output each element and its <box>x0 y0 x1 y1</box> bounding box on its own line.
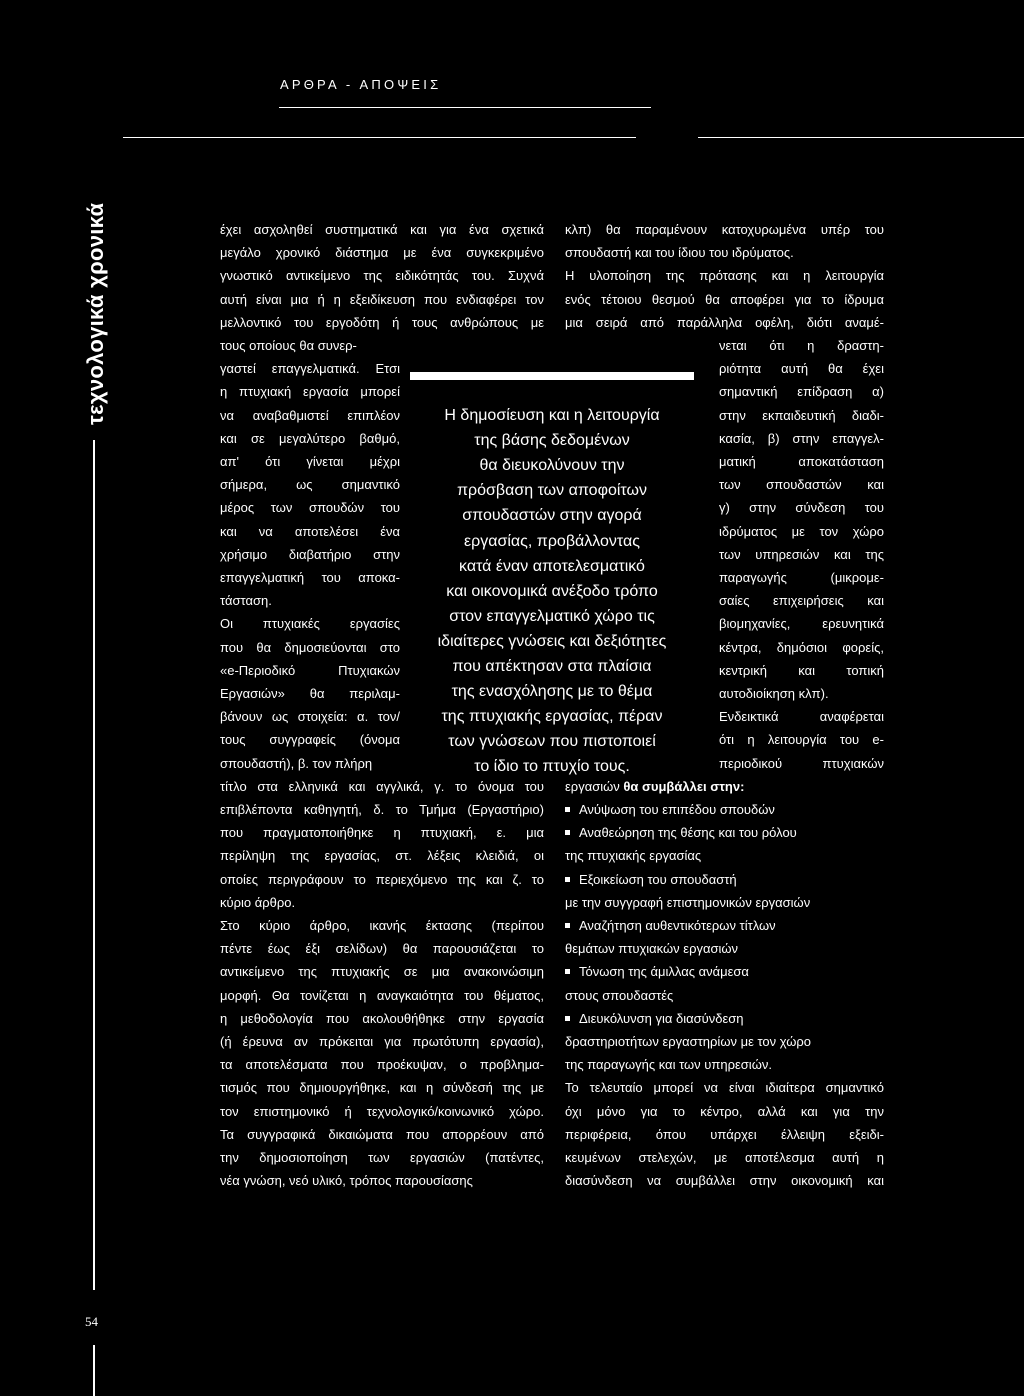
bullet-square-icon <box>565 830 570 835</box>
body-text-line: οποίες περιγράφουν το περιεχόμενο της και ζ. το <box>220 871 544 887</box>
body-text-line: μελλοντικό του εργοδότη ή τους ανθρώπους με <box>220 314 544 330</box>
body-text-line: η μεθοδολογία που ακολουθήθηκε στην εργασία <box>220 1010 544 1026</box>
bullet-text: Τόνωση της άμιλλας ανάμεσα <box>579 964 749 980</box>
pullquote-line: και οικονομικά ανέξοδο τρόπο <box>446 582 658 600</box>
body-text-line: των υπηρεσιών και της <box>719 546 884 562</box>
body-text-line: βάνουν ως στοιχεία: α. τον/ <box>220 709 400 725</box>
body-text-line: παραγωγής (μικρομε- <box>719 570 884 585</box>
body-text-line: αυτοδιοίκηση κλπ). <box>719 686 829 701</box>
body-text-line: ενός τέτοιου θεσμού θα αποφέρει για το ίδρυμα <box>565 291 884 307</box>
bullet-text: Εξοικείωση του σπουδαστή <box>579 871 737 887</box>
body-text-line: Το τελευταίο μπορεί να είναι ιδιαίτερα σημαντικό <box>565 1080 884 1096</box>
body-text-line: κευμένων στελεχών, με αποτέλεσμα αυτή η <box>565 1150 884 1165</box>
bullet-continuation: στους σπουδαστές <box>565 987 674 1003</box>
bullet-text: Διευκόλυνση για διασύνδεση <box>579 1010 744 1026</box>
bullet-square-icon <box>565 923 570 928</box>
pullquote-line: που απέκτησαν στα πλαίσια <box>452 658 652 675</box>
body-text-line: σημαντική επίδραση α) <box>719 384 884 400</box>
body-text-line: αυτή είναι μια ή η εξειδίκευση που ενδιαφέρει τον <box>220 291 544 307</box>
body-text-line: διασύνδεση να συμβάλλει στην οικονομική και <box>565 1173 884 1189</box>
body-text-line: βιομηχανίες, ερευνητικά <box>719 616 884 632</box>
body-text-line: Οι πτυχιακές εργασίες <box>220 616 400 632</box>
bullet-continuation: θεμάτων πτυχιακών εργασιών <box>565 941 739 957</box>
body-text-line: τάσταση. <box>220 593 272 609</box>
body-text-line: κλπ) θα παραμένουν κατοχυρωμένα υπέρ του <box>565 222 884 237</box>
pullquote-line: κατά έναν αποτελεσματικό <box>459 557 645 575</box>
body-text-line: στην εκπαιδευτική διαδι- <box>719 407 884 423</box>
bullet-item <box>565 918 776 934</box>
page-number: 54 <box>85 1314 98 1329</box>
bullet-square-icon <box>565 807 570 812</box>
body-text-line: μέρος των σπουδών του <box>220 500 400 516</box>
body-text-line: Εργασιών» θα περιλαμ- <box>220 686 400 701</box>
body-text-line: κεντρική και τοπική <box>719 662 884 678</box>
bullet-item <box>565 964 749 980</box>
sidebar-rule <box>93 440 95 1290</box>
body-text-line: ιδρύματος με τον χώρο <box>719 523 884 539</box>
pullquote-line: ιδιαίτερες γνώσεις και δεξιότητες <box>437 632 667 650</box>
pullquote-line: στον επαγγελματικό χώρο τις <box>449 607 655 625</box>
body-text-line: Στο κύριο άρθρο, ικανής έκτασης (περίπου <box>220 918 544 933</box>
body-text-line: γ) στην σύνδεση του <box>719 500 884 516</box>
bullet-square-icon <box>565 1016 570 1021</box>
header-rule-left <box>123 137 636 138</box>
pullquote-line: Η δημοσίευση και η λειτουργία <box>444 407 660 424</box>
body-text-line: κύριο άρθρο. <box>220 894 296 910</box>
body-text-line: Τα συγγραφικά δικαιώματα που απορρέουν από <box>220 1126 544 1142</box>
body-text-line: τους οποίους θα συνερ- <box>220 338 357 353</box>
bullet-text: Αναθεώρηση της θέσης και του ρόλου <box>579 825 797 841</box>
body-text-line: που πραγματοποιήθηκε η πτυχιακή, ε. μια <box>220 825 544 841</box>
body-text-line: να αναβαθμιστεί επιπλέον <box>220 407 400 423</box>
pullquote-line: της πτυχιακής εργασίας, πέραν <box>441 708 663 726</box>
body-text-line: μια σειρά από παράλληλα οφέλη, διότι αναμέ- <box>565 314 884 330</box>
body-text-line: γνωστικό αντικείμενο της ειδικότητάς του. Συχνά <box>220 268 544 284</box>
body-text-line: ριότητα αυτή θα έχει <box>719 361 884 377</box>
body-text-line: μορφή. Θα τονίζεται η αναγκαιότητα του θέματος, <box>220 987 544 1003</box>
body-text-line: τίτλο στα ελληνικά και αγγλικά, γ. το όνομα του <box>220 778 544 794</box>
pullquote-line: της ενασχόλησης με το θέμα <box>451 683 653 701</box>
bullet-square-icon <box>565 877 570 882</box>
pullquote-bar <box>410 372 694 380</box>
body-text-line: κασία, β) στην επαγγελ- <box>719 430 884 446</box>
body-text-line: γαστεί επαγγελματικά. Ετσι <box>220 361 400 377</box>
bullet-item <box>565 872 737 888</box>
bullet-text: Αναζήτηση αυθεντικότερων τίτλων <box>579 918 776 933</box>
body-text-line: τους συγγραφείς (όνομα <box>220 732 400 748</box>
body-text-line: πέντε έως έξι σελίδων) θα παρουσιάζεται το <box>220 941 544 957</box>
body-text-line: σπουδαστή και του ίδιου του ιδρύματος. <box>565 245 794 261</box>
body-text-line: «e-Περιοδικό Πτυχιακών <box>220 662 400 678</box>
body-text-line: τα αποτελέσματα που προέκυψαν, ο προβλημα- <box>220 1057 544 1073</box>
body-text-line: τισμός που δημιουργήθηκε, και η σύνδεσή της με <box>220 1080 544 1096</box>
body-text-line: κέντρα, δημόσιοι φορείς, <box>719 639 884 655</box>
bullet-item <box>565 825 797 841</box>
bullet-square-icon <box>565 969 570 974</box>
body-text-line: χρήσιμο διαβατήριο στην <box>220 546 400 562</box>
bullet-continuation: της παραγωγής και των υπηρεσιών. <box>565 1057 772 1073</box>
section-label: ΑΡΘΡΑ - ΑΠΟΨΕΙΣ <box>280 77 442 92</box>
pullquote-line: το ίδιο το πτυχίο τους. <box>474 758 630 776</box>
body-text-line: και να αποτελέσει ένα <box>220 523 400 539</box>
pullquote-line: της βάσης δεδομένων <box>474 432 630 450</box>
bullet-item <box>565 802 775 818</box>
header-rule-top <box>279 107 651 108</box>
body-text-line: περιφέρεια, όπου υπάρχει έλλειψη εξειδι- <box>565 1126 884 1142</box>
body-text-line: (ή έρευνα αν πρόκειται για πρωτότυπη εργασία), <box>220 1034 544 1049</box>
body-text-line: μεγάλο χρονικό διάστημα με ένα συγκεκριμένο <box>220 245 544 261</box>
sidebar-title: τεχνολογικά χρονικά <box>83 202 108 425</box>
body-text-line: που θα δημοσιεύονται στο <box>220 639 400 655</box>
body-text-line: επαγγελματική του αποκα- <box>220 570 400 585</box>
body-text-line: και σε μεγαλύτερο βαθμό, <box>220 430 400 446</box>
body-text-line: η πτυχιακή εργασία μπορεί <box>220 384 400 400</box>
body-text-line: σαίες επιχειρήσεις και <box>719 593 884 609</box>
bullet-continuation: της πτυχιακής εργασίας <box>565 848 702 864</box>
body-text-line: αντικείμενο της πτυχιακής σε μια ανακοινώσιμη <box>220 964 544 980</box>
body-text-line: απ' ότι γίνεται μέχρι <box>220 454 400 469</box>
body-text-line: των σπουδαστών και <box>719 477 884 493</box>
body-text-line: ματική αποκατάσταση <box>719 454 884 469</box>
bullet-continuation: με την συγγραφή επιστημονικών εργασιών <box>565 894 811 910</box>
bullet-continuation: δραστηριοτήτων εργαστηρίων με τον χώρο <box>565 1034 812 1049</box>
bullet-item <box>565 1011 744 1027</box>
bullets-intro <box>565 779 744 795</box>
body-text-line: επιβλέποντα καθηγητή, δ. το Τμήμα (Εργαστήριο) <box>220 802 544 817</box>
body-text-line: την δημοσιοποίηση των εργασιών (πατέντες, <box>220 1150 544 1165</box>
sidebar-rule-lower <box>93 1345 95 1396</box>
body-text-line: Η υλοποίηση της πρότασης και η λειτουργία <box>565 268 884 284</box>
header-rule-right <box>698 137 1024 138</box>
body-text-line: σήμερα, ως σημαντικό <box>220 477 400 493</box>
pullquote-line: σπουδαστών στην αγορά <box>462 507 642 525</box>
bullets-intro-bold: θα συμβάλλει στην: <box>623 778 745 794</box>
body-text-line: σπουδαστή), β. τον πλήρη <box>220 755 373 771</box>
bullet-text: Ανύψωση του επιπέδου σπουδών <box>579 802 775 817</box>
body-text-line: ότι η λειτουργία του e- <box>719 732 884 748</box>
body-text-line: τον επιστημονικό ή τεχνολογικό/κοινωνικό χώρο. <box>220 1103 544 1119</box>
body-text-line: Ενδεικτικά αναφέρεται <box>719 709 884 725</box>
body-text-line: νέα γνώση, νεό υλικό, τρόπος παρουσίασης <box>220 1173 473 1189</box>
body-text-line: νεται ότι η δραστη- <box>719 338 884 353</box>
body-text-line: όχι μόνο για το κέντρο, αλλά και για την <box>565 1103 884 1119</box>
pullquote-line: των γνώσεων που πιστοποιεί <box>448 733 656 751</box>
body-text-line: περίληψη της εργασίας, στ. λέξεις κλειδιά, οι <box>220 848 544 864</box>
body-text-line: περιοδικού πτυχιακών <box>719 755 884 771</box>
pullquote-line: πρόσβαση των αποφοίτων <box>457 482 647 500</box>
bullets-intro-lead: εργασιών <box>565 778 624 794</box>
pullquote-line: θα διευκολύνουν την <box>479 457 625 475</box>
body-text-line: έχει ασχοληθεί συστηματικά και για ένα σχετικά <box>220 222 544 237</box>
pullquote-line: εργασίας, προβάλλοντας <box>464 532 640 550</box>
